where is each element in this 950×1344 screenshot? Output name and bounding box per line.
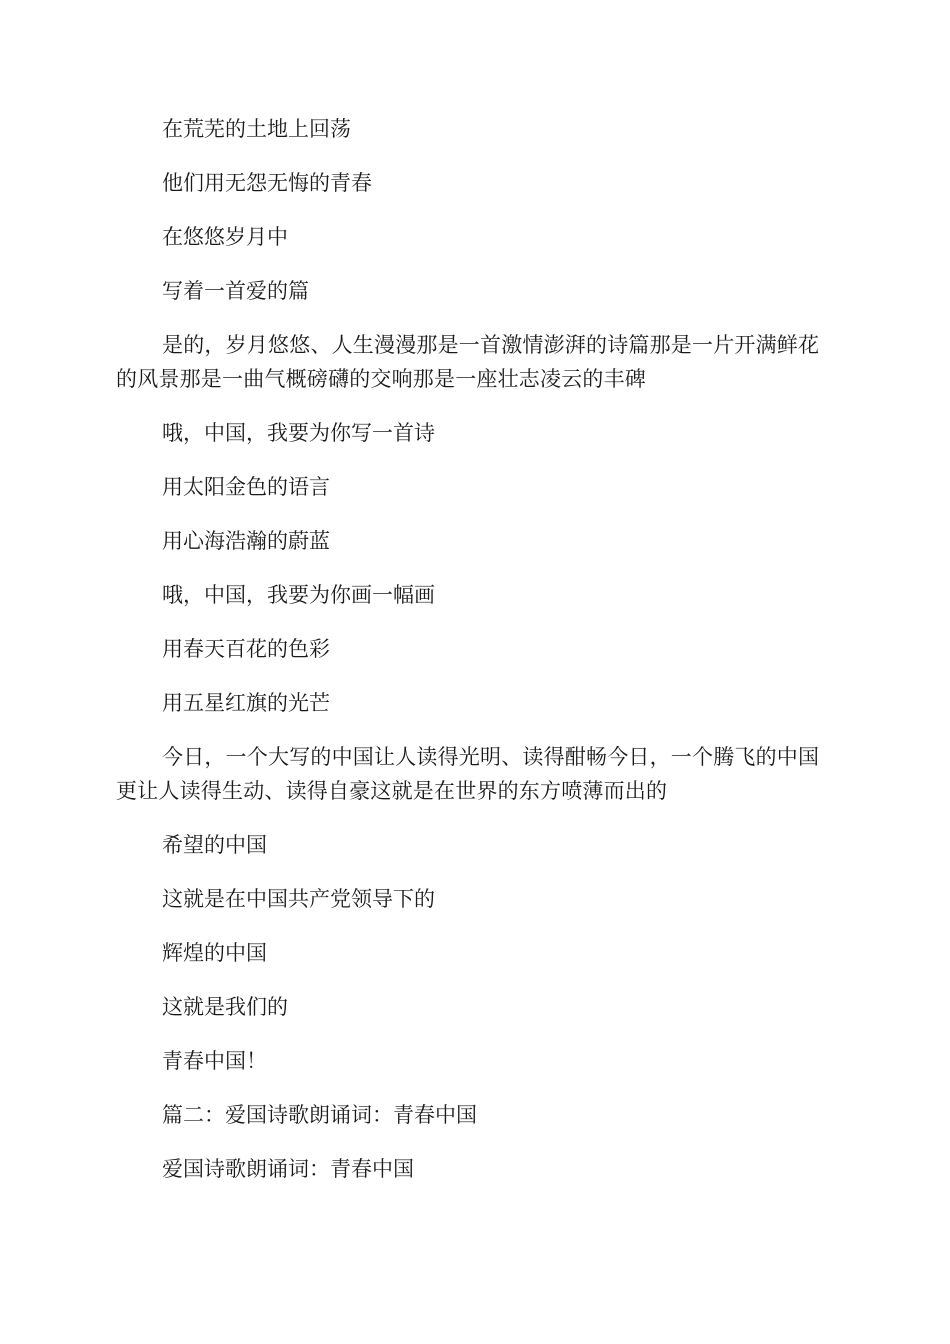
section-heading: 篇二：爱国诗歌朗诵词：青春中国 <box>162 1103 477 1127</box>
poem-line: 这就是在中国共产党领导下的 <box>162 887 435 911</box>
document-body <box>116 112 838 1206</box>
poem-line: 用五星红旗的光芒 <box>162 691 330 715</box>
poem-line: 用心海浩瀚的蔚蓝 <box>162 529 330 553</box>
poem-line: 用春天百花的色彩 <box>162 637 330 661</box>
poem-line: 用太阳金色的语言 <box>162 475 330 499</box>
poem-line: 辉煌的中国 <box>162 941 267 965</box>
section-title: 爱国诗歌朗诵词：青春中国 <box>162 1157 414 1181</box>
poem-line: 希望的中国 <box>162 833 267 857</box>
poem-line: 在悠悠岁月中 <box>162 225 288 249</box>
poem-line: 这就是我们的 <box>162 995 288 1019</box>
poem-line: 青春中国！ <box>162 1049 267 1073</box>
poem-line: 哦，中国，我要为你画一幅画 <box>162 583 435 607</box>
prose-paragraph: 今日，一个大写的中国让人读得光明、读得酣畅今日，一个腾飞的中国更让人读得生动、读得自豪这就是在世界的东方喷薄而出的 <box>116 745 820 803</box>
poem-line: 写着一首爱的篇 <box>162 279 309 303</box>
prose-paragraph: 是的，岁月悠悠、人生漫漫那是一首激情澎湃的诗篇那是一片开满鲜花的风景那是一曲气概磅礴的交响那是一座壮志凌云的丰碑 <box>116 333 820 391</box>
poem-line: 哦，中国，我要为你写一首诗 <box>162 421 435 445</box>
poem-line: 他们用无怨无悔的青春 <box>162 171 372 195</box>
poem-line: 在荒芜的土地上回荡 <box>162 117 351 141</box>
